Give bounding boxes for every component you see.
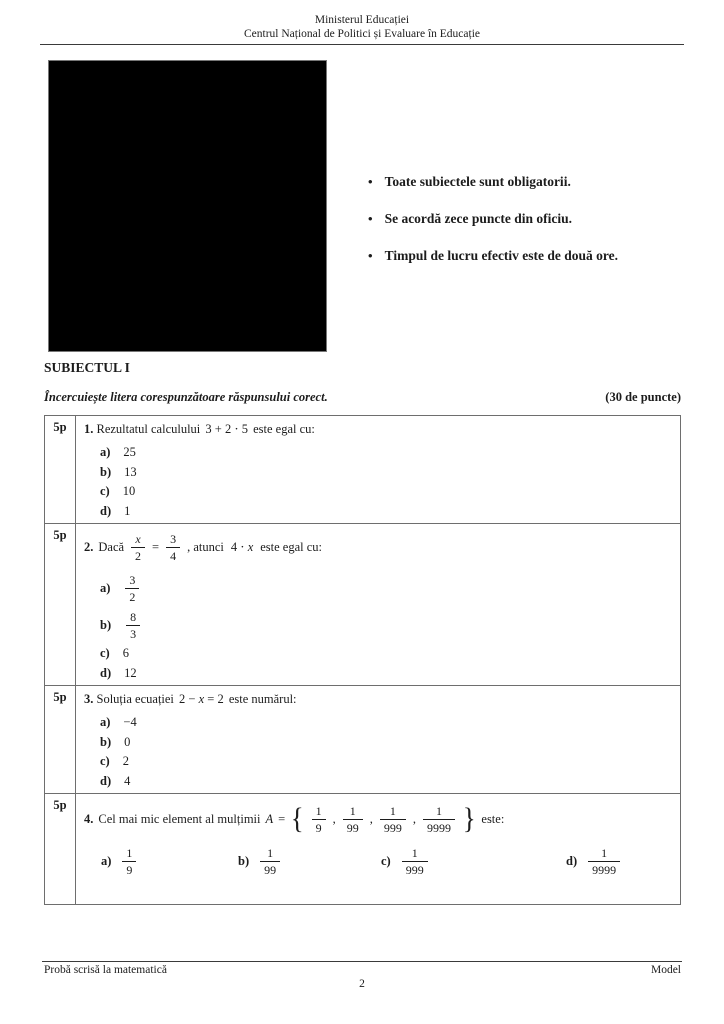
question-1-options	[84, 443, 672, 521]
answer-option-b: b) $\frac{1}{99}$	[238, 846, 282, 877]
comma: ,	[332, 811, 336, 826]
page-number: 2	[359, 978, 365, 990]
question-3-options	[84, 713, 672, 791]
answer-option-c: c) $\frac{1}{999}$	[381, 846, 430, 877]
notice-item	[368, 209, 698, 229]
instruction-row	[44, 390, 681, 405]
set-name: A	[265, 811, 274, 826]
bullet-icon: •	[368, 211, 373, 226]
question-number: 2.	[84, 539, 94, 554]
exam-notices	[368, 172, 698, 283]
answer-option-a: a) −4	[100, 715, 137, 730]
footer	[44, 964, 681, 976]
math-expression: 4 ⋅ x	[230, 539, 254, 554]
fraction: $\frac{1}{99}$	[343, 804, 363, 835]
question-4-points: 5p	[45, 794, 76, 905]
answer-option-d: d) $\frac{1}{9999}$	[566, 846, 622, 877]
section-instruction: Încercuiește litera corespunzătoare răspunsului corect.	[44, 390, 328, 404]
fraction: $\frac{1}{9999}$	[423, 804, 455, 835]
redacted-image-block	[48, 60, 327, 352]
section-title: SUBIECTUL I	[44, 360, 130, 375]
fraction: $\frac{1}{999}$	[380, 804, 406, 835]
fraction: $\frac{1}{999}$	[402, 846, 428, 877]
question-2-text: 2. Dacă $\frac{x}{2}$ = $\frac{3}{4}$ , atunci 4 ⋅ x este egal cu:	[84, 531, 323, 563]
fraction: $\frac{1}{99}$	[260, 846, 280, 877]
ministry-name: Ministerul Educației	[314, 14, 410, 26]
question-3-text: 3. Soluția ecuației 2 − x = 2 este numărul:	[84, 692, 297, 706]
fraction: $\frac{3}{2}$	[125, 573, 139, 604]
notice-text: Timpul de lucru efectiv este de două ore.	[384, 248, 619, 263]
answer-option-a: a) $\frac{1}{9}$	[101, 846, 138, 877]
notice-item	[368, 246, 698, 266]
math-expression: 3 + 2 ⋅ 5	[205, 422, 248, 436]
question-row-2	[45, 524, 681, 686]
question-number: 1.	[84, 422, 94, 436]
fraction: $\frac{1}{9}$	[312, 804, 326, 835]
question-2-options	[84, 570, 672, 683]
math-expression: 2 − x = 2	[179, 692, 224, 706]
question-1-points: 5p	[45, 416, 76, 524]
notice-text: Toate subiectele sunt obligatorii.	[384, 174, 571, 189]
answer-option-c: c) 2	[100, 754, 129, 769]
open-brace: {	[290, 802, 304, 835]
question-row-4	[45, 794, 681, 905]
question-number: 3.	[84, 692, 94, 706]
question-4-options	[84, 842, 672, 894]
answer-option-b: b) $\frac{8}{3}$	[100, 607, 672, 644]
equals-sign: =	[278, 811, 286, 826]
equals-sign: =	[152, 539, 160, 554]
question-row-3	[45, 686, 681, 794]
footer-subject: Probă scrisă la matematică	[44, 964, 167, 976]
fraction: $\frac{8}{3}$	[126, 610, 140, 641]
fraction: $\frac{x}{2}$	[131, 532, 145, 563]
question-1-text: 1. Rezultatul calculului 3 + 2 ⋅ 5 este egal cu:	[84, 422, 315, 436]
comma: ,	[412, 811, 416, 826]
close-brace: }	[462, 802, 476, 835]
footer-divider	[42, 961, 682, 962]
notice-text: Se acordă zece puncte din oficiu.	[384, 211, 573, 226]
questions-table	[44, 415, 681, 905]
answer-option-c: c) 6	[100, 646, 129, 661]
question-4-text: 4. Cel mai mic element al mulțimii A = { $\frac{1}{9}$ , $\frac{1}{99}$ , $\frac{1}{999}$ , $\frac{1}{9999}$ } este:	[84, 802, 505, 835]
question-3-points: 5p	[45, 686, 76, 794]
question-2-points: 5p	[45, 524, 76, 686]
footer-model-label: Model	[650, 964, 681, 976]
fraction: $\frac{1}{9}$	[122, 846, 136, 877]
bullet-icon: •	[368, 248, 373, 263]
answer-option-b: b) 13	[100, 464, 137, 479]
section-points: (30 de puncte)	[605, 390, 681, 404]
answer-option-a: a) $\frac{3}{2}$	[100, 570, 672, 607]
fraction: $\frac{1}{9999}$	[588, 846, 620, 877]
bullet-icon: •	[368, 174, 373, 189]
answer-option-a: a) 25	[100, 445, 136, 460]
question-row-1	[45, 416, 681, 524]
answer-option-b: b) 0	[100, 734, 131, 749]
answer-option-c: c) 10	[100, 484, 136, 499]
notice-item	[368, 172, 698, 192]
question-number: 4.	[84, 811, 94, 826]
answer-option-d: d) 12	[100, 665, 137, 680]
answer-option-d: d) 1	[100, 503, 131, 518]
comma: ,	[369, 811, 373, 826]
issuing-center-name: Centrul Național de Politici și Evaluare în Educație	[243, 28, 480, 40]
fraction: $\frac{3}{4}$	[166, 532, 180, 563]
answer-option-d: d) 4	[100, 773, 131, 788]
header-divider	[40, 44, 684, 45]
